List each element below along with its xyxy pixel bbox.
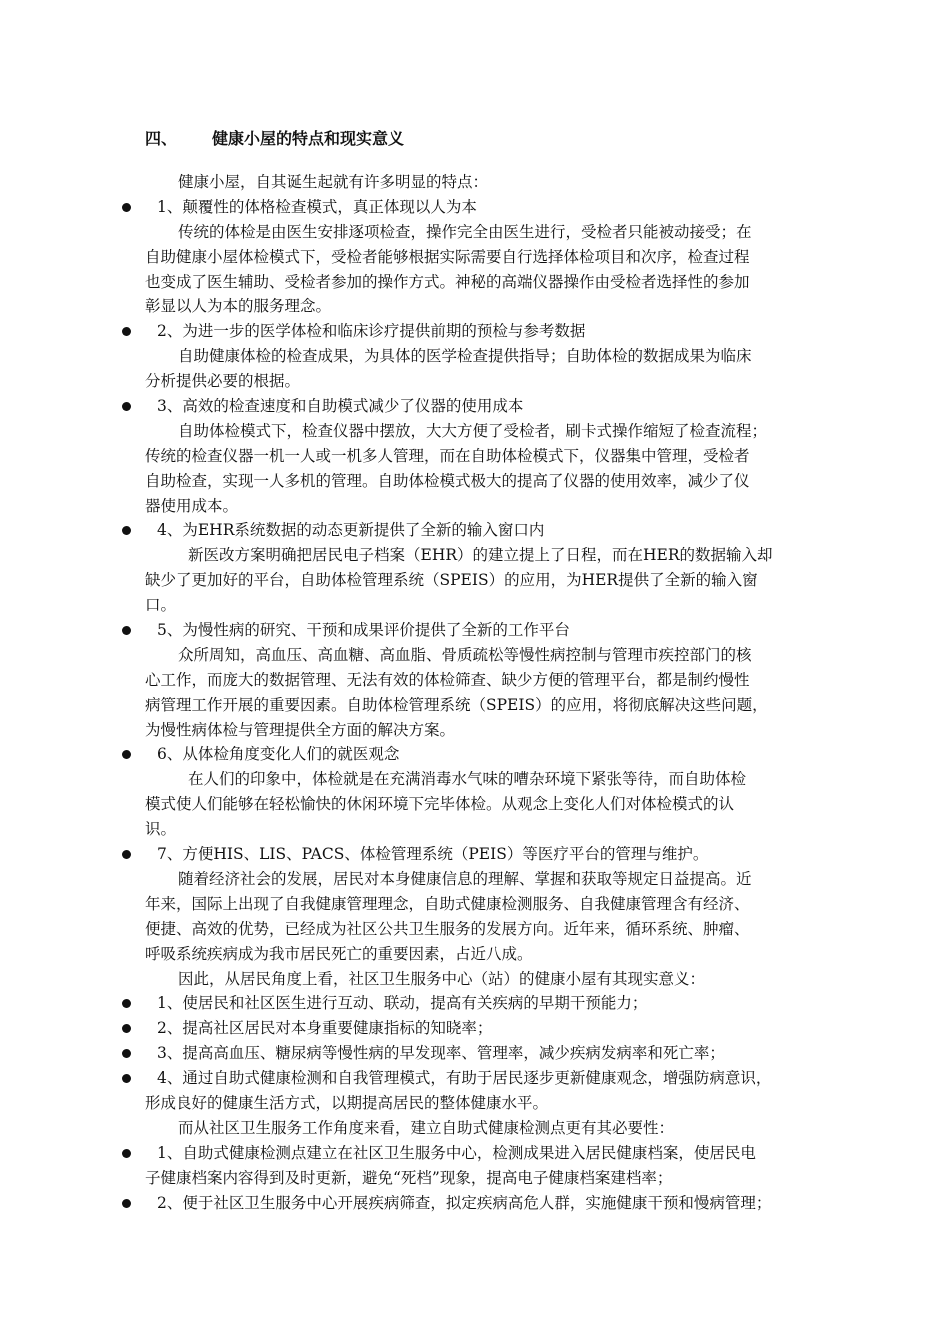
feature-title bbox=[120, 394, 820, 419]
community-point bbox=[120, 1141, 820, 1166]
feature-title-text: 2、为进一步的医学体检和临床诊疗提供前期的预检与参考数据 bbox=[157, 322, 586, 341]
feature-body-line: 自助健康体检的检查成果，为具体的医学检查提供指导；自助体检的数据成果为临床 bbox=[178, 347, 752, 366]
feature-title bbox=[120, 195, 820, 220]
feature-body-line: 传统的检查仪器一机一人或一机多人管理，而在自助体检模式下，仪器集中管理，受检者 bbox=[145, 446, 750, 465]
community-point bbox=[120, 1191, 820, 1216]
bullet-icon bbox=[122, 999, 131, 1008]
feature-body-line: 在人们的印象中，体检就是在充满消毒水气味的嘈杂环境下紧张等待，而自助体检 bbox=[188, 770, 747, 789]
resident-significance-list bbox=[120, 991, 820, 1115]
feature-title-text: 6、从体检角度变化人们的就医观念 bbox=[157, 745, 400, 764]
feature-body-line: 自助体检模式下，检查仪器中摆放，大大方便了受检者，刷卡式操作缩短了检查流程； bbox=[178, 421, 768, 440]
bullet-icon bbox=[122, 327, 131, 336]
intro-paragraph: 健康小屋，自其诞生起就有许多明显的特点： bbox=[178, 173, 489, 191]
resident-point-text: 3、提高高血压、糖尿病等慢性病的早发现率、管理率，减少疾病发病率和死亡率； bbox=[157, 1044, 725, 1063]
resident-intro: 因此，从居民角度上看，社区卫生服务中心（站）的健康小屋有其现实意义： bbox=[178, 969, 706, 988]
feature-body-line: 器使用成本。 bbox=[145, 496, 239, 515]
section-title: 健康小屋的特点和现实意义 bbox=[212, 129, 405, 148]
feature-body-line: 众所周知，高血压、高血糖、高血脂、骨质疏松等慢性病控制与管理市疾控部门的核 bbox=[178, 645, 752, 664]
feature-body-line: 为慢性病体检与管理提供全方面的解决方案。 bbox=[145, 720, 456, 739]
feature-body-line: 自助检查，实现一人多机的管理。自助体检模式极大的提高了仪器的使用效率，减少了仪 bbox=[145, 471, 750, 490]
feature-body-line: 年来，国际上出现了自我健康管理理念，自助式健康检测服务、自我健康管理含有经济、 bbox=[145, 894, 750, 913]
bullet-icon bbox=[122, 750, 131, 759]
resident-point bbox=[120, 1016, 820, 1041]
bullet-icon bbox=[122, 526, 131, 535]
feature-title bbox=[120, 742, 820, 767]
feature-title-text: 3、高效的检查速度和自助模式减少了仪器的使用成本 bbox=[157, 397, 524, 416]
bullet-icon bbox=[122, 1149, 131, 1158]
bullet-icon bbox=[122, 1199, 131, 1208]
resident-point-text: 2、提高社区居民对本身重要健康指标的知晓率； bbox=[157, 1019, 493, 1038]
resident-point-text: 1、使居民和社区医生进行互动、联动，提高有关疾病的早期干预能力； bbox=[157, 994, 648, 1013]
bullet-icon bbox=[122, 1049, 131, 1058]
feature-body-line: 新医改方案明确把居民电子档案（EHR）的建立提上了日程，而在HER的数据输入却 bbox=[188, 546, 773, 565]
resident-point-text: 4、通过自助式健康检测和自我管理模式，有助于居民逐步更新健康观念，增强防病意识， bbox=[157, 1069, 772, 1088]
section-heading bbox=[145, 126, 404, 149]
feature-body-line: 自助健康小屋体检模式下，受检者能够根据实际需要自行选择体检项目和次序，检查过程 bbox=[145, 247, 750, 266]
bullet-icon bbox=[122, 1074, 131, 1083]
feature-title-text: 4、为EHR系统数据的动态更新提供了全新的输入窗口内 bbox=[157, 521, 545, 540]
community-point-continuation: 子健康档案内容得到及时更新，避免“死档”现象，提高电子健康档案建档率； bbox=[145, 1168, 673, 1187]
feature-body-line: 也变成了医生辅助、受检者参加的操作方式。神秘的高端仪器操作由受检者选择性的参加 bbox=[145, 272, 750, 291]
bullet-icon bbox=[122, 850, 131, 859]
feature-body-line: 彰显以人为本的服务理念。 bbox=[145, 297, 332, 316]
feature-title bbox=[120, 319, 820, 344]
feature-title-text: 7、方便HIS、LIS、PACS、体检管理系统（PEIS）等医疗平台的管理与维护。 bbox=[157, 845, 709, 864]
feature-body-line: 呼吸系统疾病成为我市居民死亡的重要因素，占近八成。 bbox=[145, 944, 533, 963]
bullet-icon bbox=[122, 1024, 131, 1033]
feature-title-text: 5、为慢性病的研究、干预和成果评价提供了全新的工作平台 bbox=[157, 621, 570, 640]
feature-body-line: 口。 bbox=[145, 596, 177, 615]
community-intro: 而从社区卫生服务工作角度来看，建立自助式健康检测点更有其必要性： bbox=[178, 1118, 675, 1137]
resident-point bbox=[120, 1041, 820, 1066]
feature-body-line: 便捷、高效的优势，已经成为社区公共卫生服务的发展方向。近年来，循环系统、肿瘤、 bbox=[145, 919, 750, 938]
feature-title bbox=[120, 518, 820, 543]
feature-body-line: 随着经济社会的发展，居民对本身健康信息的理解、掌握和获取等规定日益提高。近 bbox=[178, 869, 752, 888]
resident-point-continuation: 形成良好的健康生活方式，以期提高居民的整体健康水平。 bbox=[145, 1093, 549, 1112]
feature-title-text: 1、颠覆性的体格检查模式，真正体现以人为本 bbox=[157, 197, 477, 216]
feature-list bbox=[120, 195, 820, 967]
bullet-icon bbox=[122, 626, 131, 635]
section-number: 四、 bbox=[145, 129, 178, 148]
resident-point bbox=[120, 991, 820, 1016]
bullet-icon bbox=[122, 402, 131, 411]
feature-body-line: 模式使人们能够在轻松愉快的休闲环境下完毕体检。从观念上变化人们对体检模式的认 bbox=[145, 795, 735, 814]
feature-title bbox=[120, 842, 820, 867]
community-necessity-list bbox=[120, 1141, 820, 1216]
feature-body-line: 缺少了更加好的平台，自助体检管理系统（SPEIS）的应用，为HER提供了全新的输入窗 bbox=[145, 571, 758, 590]
feature-body-line: 病管理工作开展的重要因素。自助体检管理系统（SPEIS）的应用，将彻底解决这些问题， bbox=[145, 695, 768, 714]
resident-point bbox=[120, 1066, 820, 1091]
feature-body-line: 传统的体检是由医生安排逐项检查，操作完全由医生进行，受检者只能被动接受；在 bbox=[178, 222, 752, 241]
feature-body-line: 识。 bbox=[145, 820, 177, 839]
feature-title bbox=[120, 618, 820, 643]
feature-body-line: 心工作，而庞大的数据管理、无法有效的体检筛查、缺少方便的管理平台，都是制约慢性 bbox=[145, 670, 750, 689]
bullet-icon bbox=[122, 203, 131, 212]
community-point-text: 1、自助式健康检测点建立在社区卫生服务中心，检测成果进入居民健康档案，使居民电 bbox=[157, 1143, 756, 1162]
document-body bbox=[120, 170, 820, 1215]
feature-body-line: 分析提供必要的根据。 bbox=[145, 372, 301, 391]
community-point-text: 2、便于社区卫生服务中心开展疾病筛查，拟定疾病高危人群，实施健康干预和慢病管理； bbox=[157, 1193, 772, 1212]
